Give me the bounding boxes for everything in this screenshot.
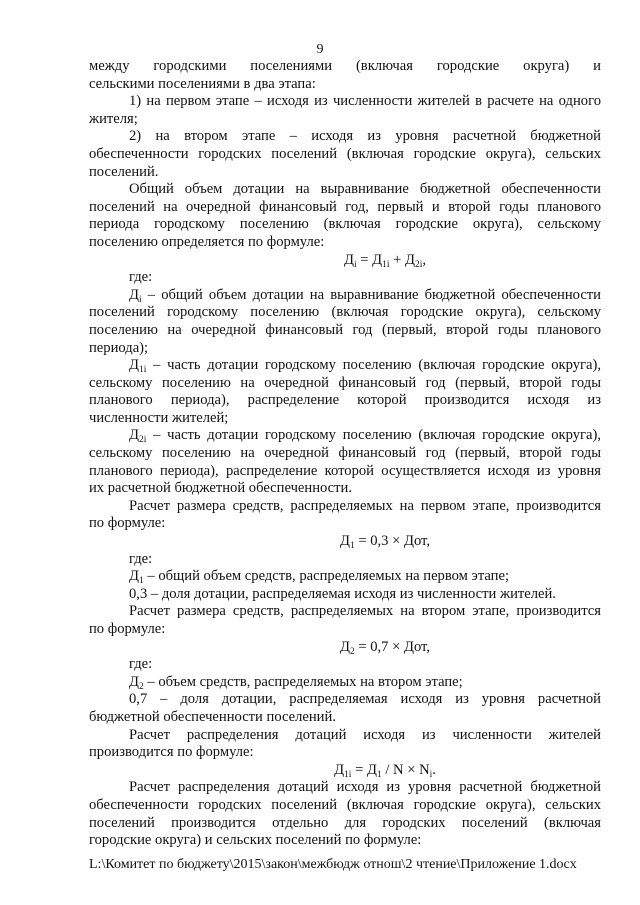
- text-line: где:: [129, 269, 153, 286]
- text-line: Расчет распределения дотаций исходя из уровня расчетной бюджетной: [129, 779, 601, 796]
- text-line: поселению определяется по формуле:: [89, 233, 325, 250]
- document-body: [89, 58, 601, 850]
- definition-line: $Д_{2i}$ – часть дотации городскому поселению (включая городские округа),: [129, 427, 601, 446]
- text-line: сельскими поселениями в два этапа:: [89, 75, 316, 92]
- definition-line: $Д_{1i}$ – часть дотации городскому поселению (включая городские округа),: [129, 357, 601, 376]
- text-line: по формуле:: [89, 515, 166, 532]
- definition-line: $Д_2$ – объем средств, распределяемых на втором этапе;: [129, 673, 463, 692]
- text-line: по формуле:: [89, 621, 166, 637]
- text-line: поселений городскому поселению (включая городские округа), сельскому: [89, 304, 601, 321]
- formula-total-dotation: $Д_i = Д_{1i} + Д_{2i}$,: [343, 251, 427, 270]
- text-line: их расчетной бюджетной обеспеченности.: [89, 480, 352, 497]
- text-line: планового периода), распределение которой производится исходя из: [89, 392, 601, 409]
- text-line: сельскому поселению на очередной финансовый год (первый, второй годы: [89, 445, 601, 462]
- text-line: Расчет размера средств, распределяемых на первом этапе, производится: [129, 497, 601, 514]
- text-line: поселений.: [89, 163, 159, 180]
- text-line: городские округа) и сельских поселений по формуле:: [89, 832, 422, 849]
- text-line: Общий объем дотации на выравнивание бюджетной обеспеченности: [129, 181, 601, 198]
- text-line: периода городскому поселению (включая городские округа), сельскому: [89, 216, 601, 233]
- text-line: поселений производится отдельно для городских поселений (включая: [89, 814, 601, 831]
- text-line: 2) на втором этапе – исходя из уровня расчетной бюджетной: [129, 128, 601, 145]
- text-line: Расчет распределения дотаций исходя из численности жителей: [129, 726, 601, 743]
- text-line: периода);: [89, 339, 149, 356]
- formula-first-stage: $Д_1 = 0,3$ × Дот,: [339, 533, 430, 552]
- text-line: производится по формуле:: [89, 744, 254, 761]
- text-line: где:: [129, 656, 153, 673]
- text-line: где:: [129, 550, 153, 567]
- formula-population-distribution: $Д_{1i} = Д_1 / N \times N_i$.: [334, 761, 436, 780]
- text-line: 0,7 – доля дотации, распределяемая исходя из уровня расчетной: [129, 691, 601, 708]
- text-line: поселений на очередной финансовый год, первый и второй годы планового: [89, 198, 601, 215]
- text-line: планового периода), распределение которой осуществляется исходя из уровня: [89, 462, 601, 479]
- definition-line: $Д_i$ – общий объем дотации на выравнивание бюджетной обеспеченности: [129, 286, 601, 305]
- text-line: 0,3 – доля дотации, распределяемая исходя из численности жителей.: [129, 585, 556, 602]
- text-line: 1) на первом этапе – исходя из численности жителей в расчете на одного: [129, 93, 601, 110]
- footer-file-path: L:\Комитет по бюджету\2015\закон\межбюдж отнош\2 чтение\Приложение 1.docx: [89, 857, 577, 872]
- text-line: жителя;: [89, 110, 138, 127]
- formula-second-stage: $Д_2 = 0,7$ × Дот,: [339, 638, 430, 657]
- text-line: сельскому поселению на очередной финансовый год (первый, второй годы: [89, 374, 601, 391]
- text-line: численности жителей;: [89, 409, 229, 426]
- text-line: Расчет размера средств, распределяемых на втором этапе, производится: [129, 603, 601, 620]
- text-line: поселению на очередной финансовый год (первый, второй годы планового: [89, 321, 601, 338]
- definition-line: $Д_1$ – общий объем средств, распределяемых на первом этапе;: [129, 568, 509, 587]
- text-line: бюджетной обеспеченности поселений.: [89, 708, 336, 725]
- text-line: обеспеченности городских поселений (включая городские округа), сельских: [89, 145, 601, 162]
- text-line: обеспеченности городских поселений (включая городские округа), сельских: [89, 796, 601, 813]
- page-number: 9: [316, 42, 324, 57]
- text-line: между городскими поселениями (включая городские округа) и: [89, 58, 601, 74]
